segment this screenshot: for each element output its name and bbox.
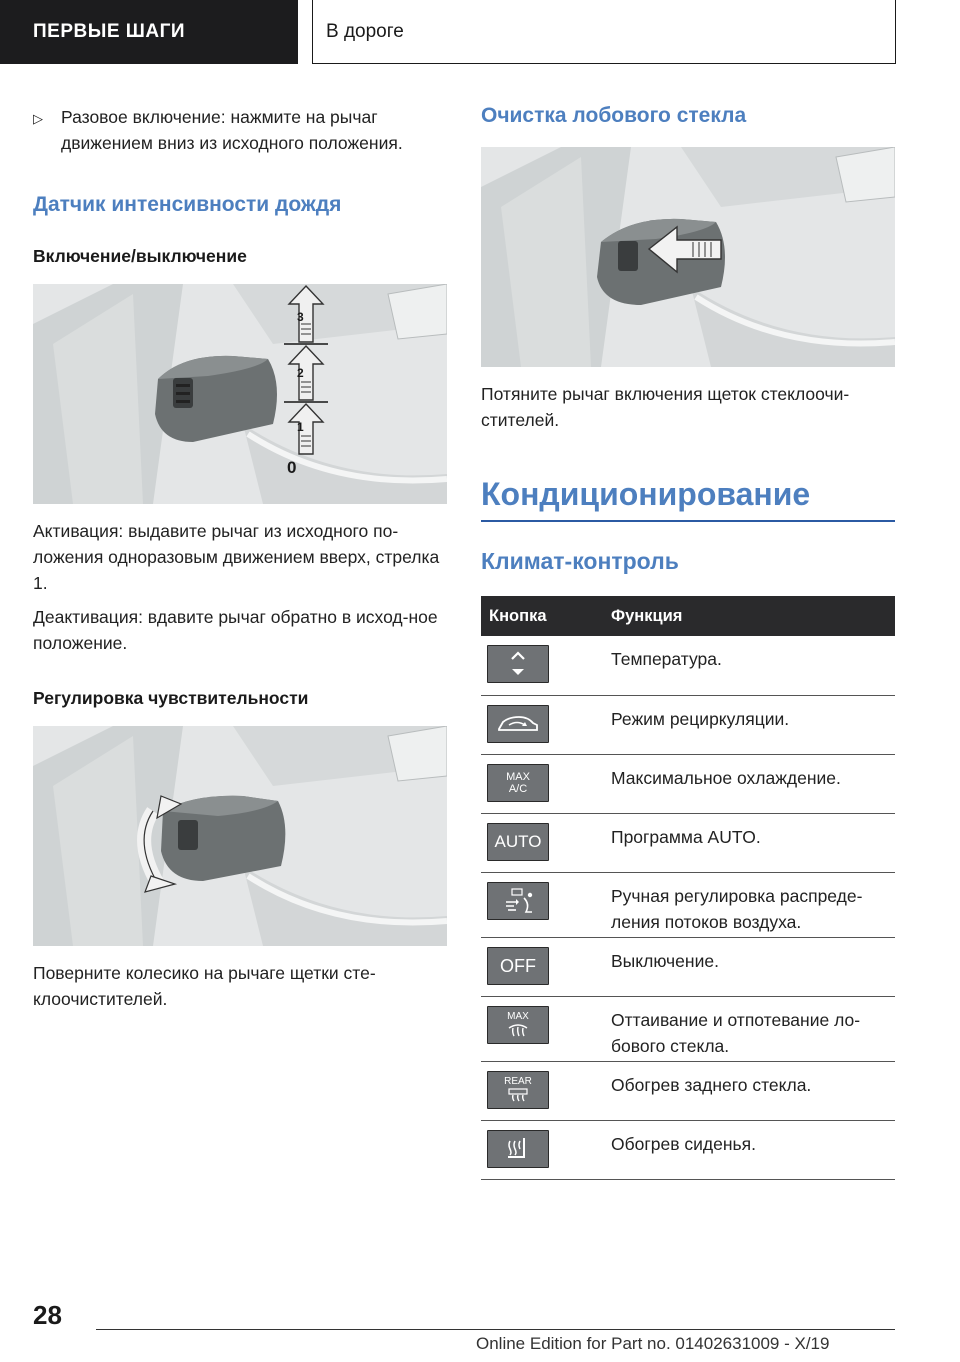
sensitivity-title: Регулировка чувствительности (33, 688, 309, 708)
section-title: ПЕРВЫЕ ШАГИ (33, 21, 186, 42)
chapter-header (312, 0, 896, 64)
recirculation-icon (487, 705, 549, 743)
table-row (481, 1061, 895, 1120)
activation-text: Активация: выдавите рычаг из исходного по-ложения одноразовым движением вверх, стрелка 1. (33, 521, 440, 593)
triangle-bullet-icon: ▷ (33, 111, 43, 126)
lever-photo-onoff (33, 284, 447, 504)
max-defrost-icon: MAX (487, 1006, 549, 1044)
seat-heating-icon (487, 1130, 549, 1168)
table-row (481, 872, 895, 937)
auto-icon: AUTO (487, 823, 549, 861)
function-text: Выключение. (603, 937, 895, 996)
col-function-header: Функция (603, 596, 895, 636)
lever-position-2: 2 (297, 366, 304, 380)
wheel-illustration (33, 726, 447, 946)
function-text: Ручная регулировка распреде-ления потоков воздуха. (603, 872, 895, 937)
windshield-lever-illustration (481, 147, 895, 367)
onoff-title: Включение/выключение (33, 246, 247, 266)
deactivation-text: Деактивация: вдавите рычаг обратно в исход-ное положение. (33, 607, 438, 653)
function-text: Температура. (603, 636, 895, 695)
table-row (481, 636, 895, 695)
table-row (481, 695, 895, 754)
function-text: Программа AUTO. (603, 813, 895, 872)
lever-position-0: 0 (287, 458, 297, 477)
ac-title-rule (481, 520, 895, 522)
footer-rule (96, 1329, 895, 1330)
climate-title: Климат-контроль (481, 548, 679, 574)
bullet-item (33, 104, 447, 156)
page-number: 28 (33, 1300, 62, 1330)
table-row (481, 754, 895, 813)
rear-defrost-icon: REAR (487, 1071, 549, 1109)
windshield-text: Потяните рычаг включения щеток стеклоочи-стителей. (481, 384, 850, 430)
table-row (481, 937, 895, 996)
climate-table (481, 596, 895, 1180)
lever-illustration (33, 284, 447, 504)
wheel-photo (33, 726, 447, 946)
function-text: Максимальное охлаждение. (603, 754, 895, 813)
lever-position-1: 1 (297, 420, 304, 434)
table-row (481, 1120, 895, 1179)
function-text: Оттаивание и отпотевание ло-бового стекла. (603, 996, 895, 1061)
temperature-arrows-icon (487, 645, 549, 683)
col-button-header: Кнопка (481, 596, 603, 636)
upward-arrows-icon (281, 284, 331, 474)
airflow-distribution-icon (487, 882, 549, 920)
table-row (481, 996, 895, 1061)
off-icon: OFF (487, 947, 549, 985)
function-text: Обогрев сиденья. (603, 1120, 895, 1179)
footer-edition: Online Edition for Part no. 01402631009 - X/19 (476, 1334, 830, 1353)
bullet-text: Разовое включение: нажмите на рычаг движением вниз из исходного положения. (61, 107, 403, 153)
table-row (481, 813, 895, 872)
windshield-title: Очистка лобового стекла (481, 104, 747, 127)
function-text: Обогрев заднего стекла. (603, 1061, 895, 1120)
section-header (0, 0, 298, 64)
wheel-text: Поверните колесико на рычаге щетки сте-клоочистителей. (33, 963, 376, 1009)
ac-title: Кондиционирование (481, 476, 811, 512)
lever-position-3: 3 (297, 310, 304, 324)
table-header-row (481, 596, 895, 636)
function-text: Режим рециркуляции. (603, 695, 895, 754)
windshield-photo (481, 147, 895, 367)
rain-sensor-title: Датчик интенсивности дождя (33, 193, 342, 216)
max-ac-icon: MAX A/C (487, 764, 549, 802)
chapter-title: В дороге (326, 20, 404, 42)
